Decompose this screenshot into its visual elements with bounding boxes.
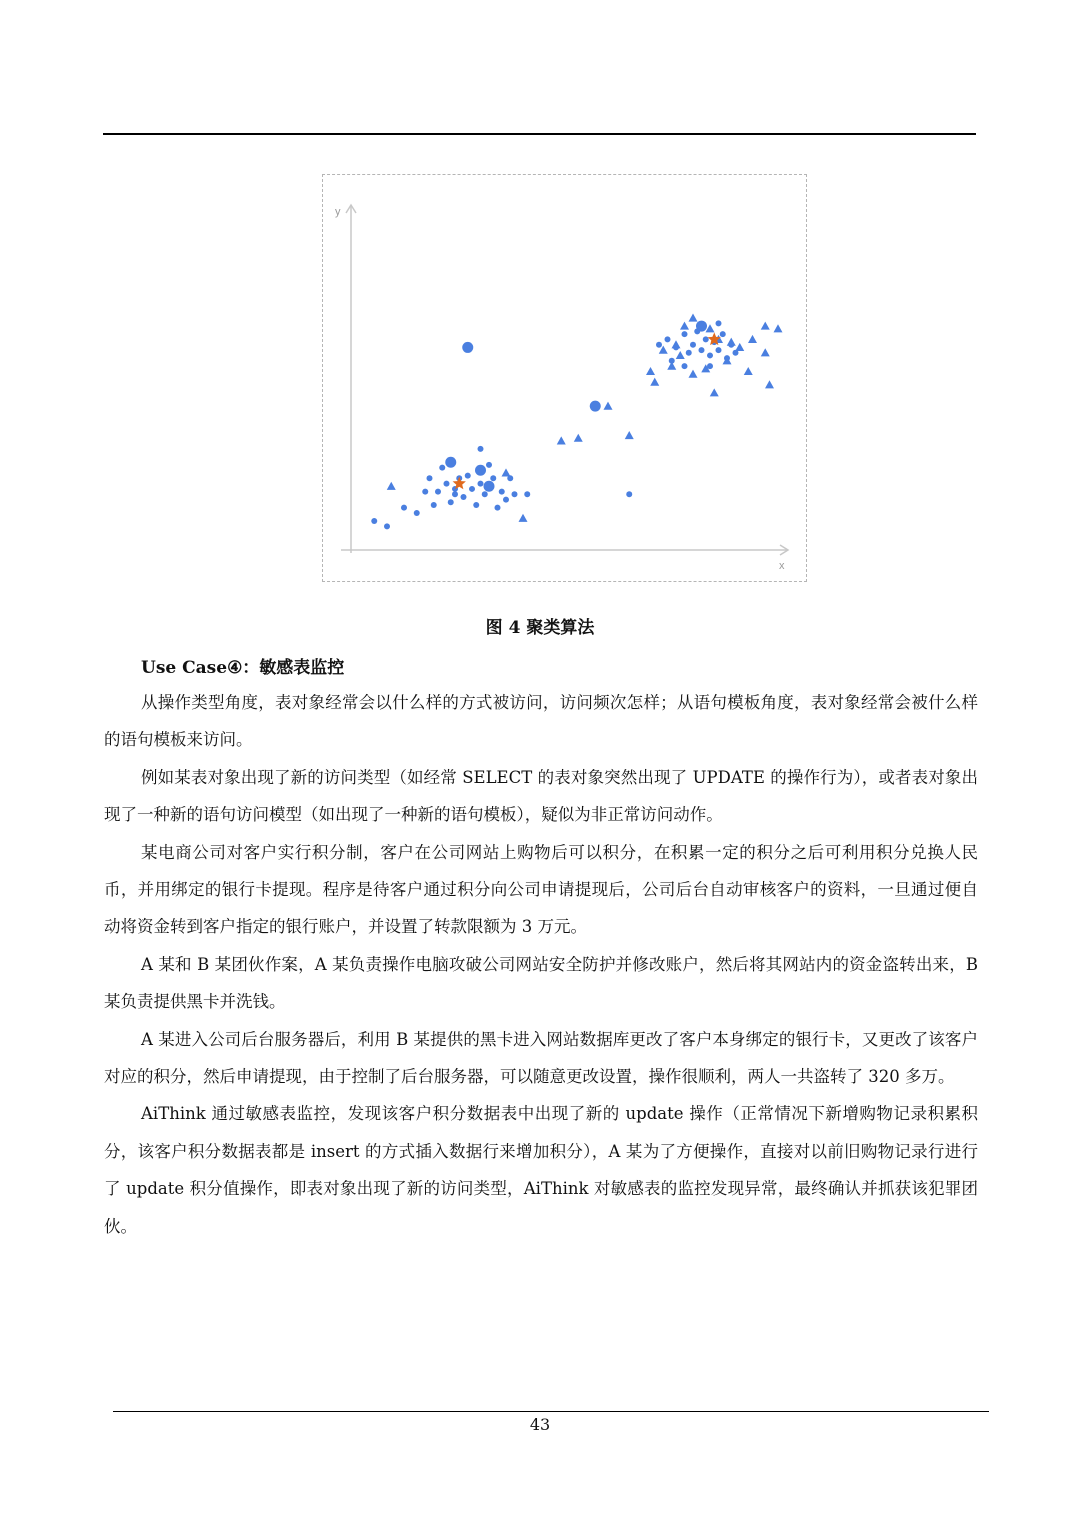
data-point-circle [716,347,722,353]
data-point-triangle [689,370,698,378]
data-point-circle [686,350,692,356]
data-point-circle [495,505,501,511]
header-rule [103,133,976,135]
data-point-circle [690,342,696,348]
chart-marks [371,314,782,530]
figure-caption: 图 4 聚类算法 [485,618,595,638]
data-point-circle [524,491,530,497]
data-point-circle [431,502,437,508]
data-point-circle [656,342,662,348]
data-point-circle [452,491,458,497]
data-point-circle [490,475,496,481]
data-point-triangle [761,348,770,356]
data-point-triangle [689,314,698,322]
data-point-circle [716,320,722,326]
data-point-triangle [502,468,511,476]
data-point-circle [475,465,486,476]
data-point-circle [445,457,456,468]
data-point-triangle [744,367,753,375]
data-point-circle [422,489,428,495]
data-point-circle [682,331,688,337]
data-point-circle [469,486,475,492]
data-point-triangle [667,362,676,370]
data-point-triangle [646,367,655,375]
data-point-triangle [735,343,744,351]
y-axis-label: y [335,206,341,218]
data-point-triangle [574,434,583,442]
data-point-circle [682,363,688,369]
data-point-circle [462,342,473,353]
data-point-circle [473,502,479,508]
data-point-circle [444,481,450,487]
data-point-triangle [625,431,634,439]
data-point-circle [465,473,471,479]
data-point-triangle [727,338,736,346]
data-point-triangle [557,436,566,444]
data-point-circle [482,491,488,497]
data-point-triangle [387,482,396,490]
paragraph: A 某进入公司后台服务器后，利用 B 某提供的黑卡进入网站数据库更改了客户本身绑定的银行卡，又更改了该客户对应的积分，然后申请提现，由于控制了后台服务器，可以随意更改设置，操作很顺利，两人一共盗转了 320 多万。 [104,1029,978,1087]
data-point-triangle [765,380,774,388]
data-point-circle [439,465,445,471]
figure-frame [322,174,807,582]
data-point-triangle [676,351,685,359]
data-point-triangle [604,402,613,410]
data-point-circle [699,347,705,353]
data-point-circle [427,475,433,481]
data-point-triangle [519,514,528,522]
data-point-triangle [723,356,732,364]
data-point-circle [694,328,700,334]
data-point-triangle [748,335,757,343]
scatter-chart [323,175,808,583]
data-point-circle [371,518,377,524]
data-point-triangle [680,322,689,330]
data-point-circle [478,481,484,487]
data-point-triangle [650,378,659,386]
data-point-circle [478,446,484,452]
chart-axes [341,205,788,555]
data-point-circle [512,491,518,497]
paragraph: 例如某表对象出现了新的访问类型（如经常 SELECT 的表对象突然出现了 UPDATE 的操作行为），或者表对象出现了一种新的语句访问模型（如出现了一种新的语句模板），疑似为非正常访问动作。 [104,767,978,825]
paragraph: AiThink 通过敏感表监控，发现该客户积分数据表中出现了新的 update 操作（正常情况下新增购物记录积累积分，该客户积分数据表都是 insert 的方式插入数据行来增加积分），A 某为了方便操作，直接对以前旧购物记录行进行了 update 积分值操作，即表对象出现了新的访问类型，AiThink 对敏感表的监控发现异常，最终确认并抓获该犯罪团伙。 [104,1104,978,1236]
data-point-circle [626,491,632,497]
data-point-triangle [710,388,719,396]
x-axis-label: x [779,560,785,572]
data-point-circle [665,336,671,342]
data-point-circle [590,401,601,412]
data-point-circle [486,462,492,468]
data-point-circle [435,489,441,495]
data-point-circle [414,510,420,516]
page-number: 43 [529,1415,551,1434]
data-point-triangle [774,324,783,332]
data-point-circle [499,489,505,495]
data-point-circle [448,499,454,505]
data-point-circle [384,523,390,529]
section-heading: Use Case④：敏感表监控 [141,658,345,678]
data-point-circle [401,505,407,511]
data-point-circle [720,331,726,337]
data-point-circle [461,494,467,500]
paragraph: 某电商公司对客户实行积分制，客户在公司网站上购物后可以积分，在积累一定的积分之后可利用积分兑换人民币，并用绑定的银行卡提现。程序是待客户通过积分向公司申请提现后，公司后台自动审核客户的资料，一旦通过便自动将资金转到客户指定的银行账户，并设置了转款限额为 3 万元。 [104,842,978,937]
data-point-triangle [672,340,681,348]
data-point-circle [707,352,713,358]
data-point-circle [503,497,509,503]
footer-rule [113,1411,989,1412]
body-text [104,684,978,1245]
data-point-circle [484,481,495,492]
paragraph: 从操作类型角度，表对象经常会以什么样的方式被访问，访问频次怎样；从语句模板角度，表对象经常会被什么样的语句模板来访问。 [104,693,978,750]
data-point-triangle [761,322,770,330]
paragraph: A 某和 B 某团伙作案，A 某负责操作电脑攻破公司网站安全防护并修改账户，然后将其网站内的资金盗转出来，B 某负责提供黑卡并洗钱。 [104,954,978,1012]
